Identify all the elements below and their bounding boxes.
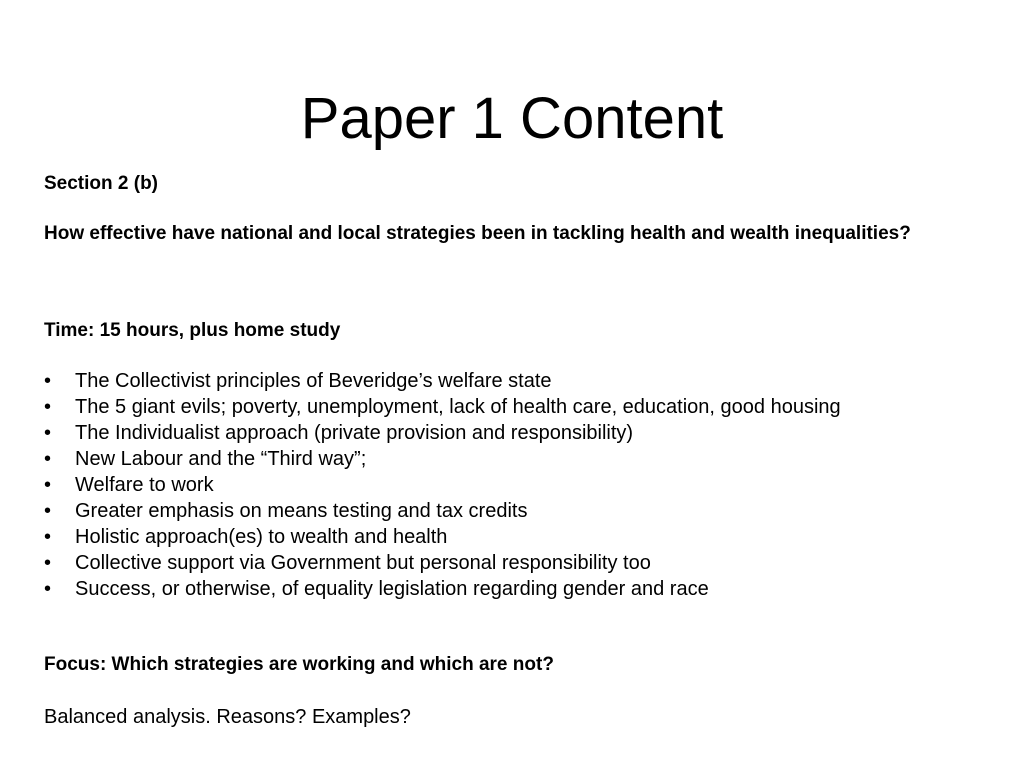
bullet-icon: •: [44, 500, 52, 522]
list-item-text: Collective support via Government but personal responsibility too: [75, 552, 651, 574]
list-item-text: The Collectivist principles of Beveridge’s welfare state: [75, 370, 552, 392]
list-item: [44, 449, 984, 469]
list-item: [44, 501, 984, 521]
list-item-text: Success, or otherwise, of equality legislation regarding gender and race: [75, 578, 709, 600]
bullet-icon: •: [44, 396, 52, 418]
bullet-icon: •: [44, 370, 52, 392]
list-item: [44, 397, 984, 417]
question-text: How effective have national and local strategies been in tackling health and wealth inequalities?: [44, 223, 911, 244]
list-item-text: Greater emphasis on means testing and tax credits: [75, 500, 528, 522]
list-item-text: The 5 giant evils; poverty, unemployment, lack of health care, education, good housing: [75, 396, 841, 418]
list-item: [44, 553, 984, 573]
closing-note: Balanced analysis. Reasons? Examples?: [44, 706, 411, 728]
bullet-icon: •: [44, 578, 52, 600]
list-item-text: Welfare to work: [75, 474, 214, 496]
focus-statement: Focus: Which strategies are working and which are not?: [44, 654, 554, 675]
slide-title: Paper 1 Content: [300, 86, 724, 151]
list-item-text: Holistic approach(es) to wealth and health: [75, 526, 448, 548]
bullet-icon: •: [44, 474, 52, 496]
list-item-text: The Individualist approach (private provision and responsibility): [75, 422, 634, 444]
list-item: [44, 579, 984, 599]
list-item: [44, 371, 984, 391]
list-item: [44, 423, 984, 443]
bullet-icon: •: [44, 448, 52, 470]
bullet-icon: •: [44, 526, 52, 548]
bullet-icon: •: [44, 422, 52, 444]
bullet-icon: •: [44, 552, 52, 574]
list-item-text: New Labour and the “Third way”;: [75, 448, 367, 470]
section-heading: Section 2 (b): [44, 173, 159, 194]
topic-list: [44, 371, 984, 605]
list-item: [44, 475, 984, 495]
time-allocation: Time: 15 hours, plus home study: [44, 320, 341, 341]
list-item: [44, 527, 984, 547]
